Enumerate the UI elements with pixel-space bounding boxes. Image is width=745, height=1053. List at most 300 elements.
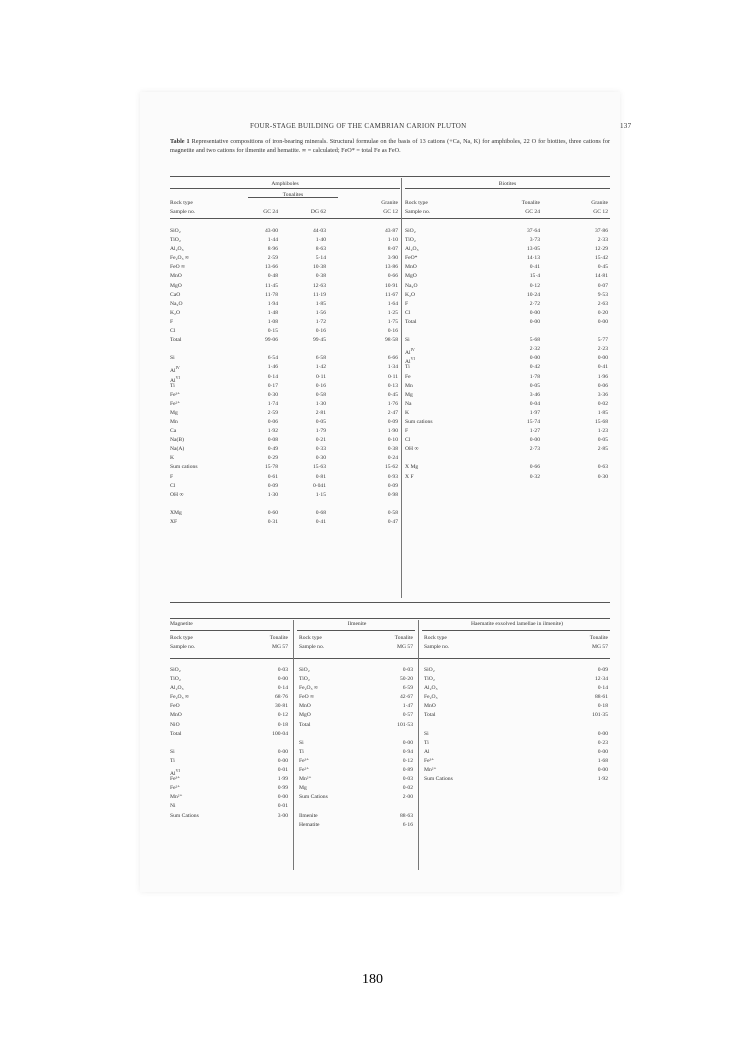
cell-value: 5·77 bbox=[597, 337, 608, 344]
cell-value: 0·12 bbox=[277, 712, 288, 719]
table-row bbox=[424, 730, 610, 739]
sample-gc12: GC 12 bbox=[383, 209, 398, 216]
cell-value: 0·98 bbox=[387, 491, 398, 498]
row-label: FeO bbox=[170, 703, 180, 710]
row-label: MgO bbox=[170, 282, 182, 289]
cell-value: 11·78 bbox=[265, 291, 278, 298]
row-label: Ni bbox=[170, 803, 176, 810]
row-label: TiO₂ bbox=[424, 676, 435, 683]
cell-value: 3·90 bbox=[387, 255, 398, 262]
row-label: Cl bbox=[170, 328, 176, 335]
table-row bbox=[424, 721, 610, 730]
cell-value: 0·01 bbox=[277, 803, 288, 810]
row-label: F bbox=[405, 428, 409, 435]
cell-value: 0·00 bbox=[529, 437, 540, 444]
table-row bbox=[299, 702, 415, 711]
table-row bbox=[170, 327, 400, 336]
table-row bbox=[424, 675, 610, 684]
cell-value: 0·12 bbox=[402, 757, 413, 764]
table-row bbox=[299, 775, 415, 784]
cell-value: 0·31 bbox=[267, 519, 278, 525]
sample-mg57: MG 57 bbox=[396, 644, 413, 651]
row-label: Fe²⁺ bbox=[170, 785, 181, 792]
row-label: Mn²⁺ bbox=[424, 767, 437, 774]
amphiboles-heading: Amphiboles bbox=[271, 181, 299, 187]
tonalite-heading: Tonalite bbox=[269, 635, 288, 642]
row-label: Sum cations bbox=[405, 418, 433, 425]
upper-divider bbox=[401, 178, 402, 598]
table-row bbox=[405, 263, 610, 272]
lower-top-rule bbox=[170, 618, 610, 619]
table-row bbox=[170, 684, 290, 693]
row-label: MgO bbox=[299, 712, 311, 719]
table-row bbox=[405, 454, 610, 463]
cell-value: 0·08 bbox=[267, 437, 278, 444]
table-row bbox=[299, 666, 415, 675]
table-row bbox=[299, 812, 415, 821]
cell-value: 1·85 bbox=[315, 300, 326, 307]
cell-value: 3·46 bbox=[529, 391, 540, 398]
cell-value: 3·73 bbox=[529, 237, 540, 244]
row-label: FeO ∞ bbox=[170, 264, 186, 271]
cell-value: 0·04 bbox=[529, 400, 540, 407]
sample-mg57: MG 57 bbox=[271, 644, 288, 651]
cell-value: 98·58 bbox=[384, 337, 398, 344]
cell-value: 0·00 bbox=[597, 318, 608, 325]
row-label: Ca bbox=[170, 428, 177, 435]
cell-value: 0·00 bbox=[277, 676, 288, 683]
table-row bbox=[170, 400, 400, 409]
cell-value: 0·09 bbox=[267, 482, 278, 489]
row-label: Total bbox=[170, 730, 182, 737]
cell-value: 68·76 bbox=[274, 694, 288, 701]
cell-value: 0·30 bbox=[315, 455, 326, 462]
row-label: MnO bbox=[424, 703, 436, 710]
cell-value: 1·96 bbox=[597, 373, 608, 380]
cell-value: 0·07 bbox=[597, 282, 608, 289]
table-row bbox=[170, 509, 400, 518]
table-row bbox=[299, 793, 415, 802]
cell-value: 0·81 bbox=[315, 473, 326, 480]
rock-type-label: Rock type bbox=[170, 635, 193, 642]
table-row bbox=[405, 236, 610, 245]
cell-value: 15·42 bbox=[594, 255, 608, 262]
cell-value: 11·67 bbox=[385, 291, 398, 298]
cell-value: 43·00 bbox=[264, 228, 278, 234]
cell-value: 30·81 bbox=[274, 703, 288, 710]
cell-value: 0·03 bbox=[277, 667, 288, 673]
row-label: Si bbox=[405, 337, 410, 344]
row-label: XF bbox=[170, 519, 178, 525]
row-label: TiO₂ bbox=[299, 676, 310, 683]
cell-value: 2·59 bbox=[267, 409, 278, 416]
cell-value: 0·06 bbox=[267, 418, 278, 425]
rock-type-label: Rock type bbox=[170, 200, 193, 206]
amphibole-column-header bbox=[170, 192, 400, 217]
cell-value: 0·16 bbox=[315, 382, 326, 389]
cell-value: 2·32 bbox=[529, 346, 540, 353]
table-row bbox=[405, 473, 610, 482]
row-label: Total bbox=[170, 337, 182, 344]
cell-value: 0·20 bbox=[597, 309, 608, 316]
cell-value: 2·73 bbox=[529, 446, 540, 453]
cell-value: 43·87 bbox=[384, 228, 398, 234]
running-title: FOUR-STAGE BUILDING OF THE CAMBRIAN CARION PLUTON bbox=[250, 122, 467, 130]
table-row bbox=[405, 418, 610, 427]
row-label: TiO₂ bbox=[405, 237, 416, 244]
cell-value: 0·45 bbox=[387, 391, 398, 398]
cell-value: 0·09 bbox=[597, 667, 608, 673]
granite-heading: Granite bbox=[591, 200, 608, 206]
row-label: Fe bbox=[405, 373, 411, 380]
cell-value: 1·15 bbox=[315, 491, 326, 498]
table-row bbox=[405, 300, 610, 309]
cell-value: 0·12 bbox=[529, 282, 540, 289]
table-row bbox=[170, 812, 290, 821]
cell-value: 6·16 bbox=[402, 821, 413, 828]
cell-value: 12·63 bbox=[312, 282, 326, 289]
upper-bottom-rule bbox=[170, 602, 610, 603]
table-row bbox=[170, 766, 290, 775]
row-label: Na₂O bbox=[170, 300, 183, 307]
cell-value: 0·041 bbox=[312, 482, 326, 489]
tonalite-heading: Tonalite bbox=[394, 635, 413, 642]
cell-value: 1·30 bbox=[267, 491, 278, 498]
cell-value: 0·41 bbox=[597, 364, 608, 371]
page-folio: 180 bbox=[362, 972, 383, 987]
row-label: SiO₂ bbox=[170, 667, 181, 673]
table-row bbox=[405, 409, 610, 418]
sample-mg57: MG 57 bbox=[591, 644, 608, 651]
cell-value: 6·54 bbox=[267, 355, 278, 362]
tonalite-heading: Tonalite bbox=[589, 635, 608, 642]
cell-value: 0·63 bbox=[597, 464, 608, 471]
row-label: Sum cations bbox=[170, 464, 198, 471]
cell-value: 6·58 bbox=[315, 355, 326, 362]
table-row bbox=[170, 300, 400, 309]
row-label: Si bbox=[299, 739, 304, 746]
cell-value: 37·86 bbox=[594, 228, 608, 234]
cell-value: 0·41 bbox=[315, 519, 326, 525]
cell-value: 88·61 bbox=[594, 694, 608, 701]
table-row bbox=[170, 445, 400, 454]
table-row bbox=[424, 775, 610, 784]
table-row bbox=[170, 491, 400, 500]
row-label: SiO₂ bbox=[405, 228, 416, 234]
cell-value: 2·81 bbox=[315, 409, 326, 416]
table-row bbox=[170, 482, 400, 491]
cell-value: 1·99 bbox=[277, 776, 288, 783]
table-label: Table 1 bbox=[170, 138, 190, 145]
row-label: Mn²⁺ bbox=[299, 776, 312, 783]
cell-value: 0·66 bbox=[529, 464, 540, 471]
table-row bbox=[424, 739, 610, 748]
haematite-heading: Haematite exsolved lamellae in ilmenite) bbox=[471, 621, 563, 627]
rock-type-label: Rock type bbox=[424, 635, 447, 642]
cell-value: 0·11 bbox=[387, 373, 398, 380]
row-label: SiO₂ bbox=[299, 667, 310, 673]
row-label: Al₂O₃ bbox=[170, 685, 184, 692]
table-row bbox=[170, 263, 400, 272]
amphibole-table-body bbox=[170, 227, 400, 527]
cell-value: 2·63 bbox=[597, 300, 608, 307]
row-label: X F bbox=[405, 473, 414, 480]
row-label: Mn bbox=[170, 418, 178, 425]
row-label: Ti bbox=[299, 748, 304, 755]
sample-no-label: Sample no. bbox=[170, 644, 196, 651]
ilmenite-table-body bbox=[299, 666, 415, 830]
sample-no-label: Sample no. bbox=[405, 209, 431, 216]
cell-value: 1·48 bbox=[267, 309, 278, 316]
cell-value: 1·85 bbox=[597, 409, 608, 416]
cell-value: 0·00 bbox=[277, 794, 288, 801]
sample-dg62: DG 62 bbox=[310, 209, 326, 216]
cell-value: 0·00 bbox=[402, 739, 413, 746]
cell-value: 0·33 bbox=[315, 446, 326, 453]
table-row bbox=[405, 254, 610, 263]
cell-value: 1·44 bbox=[267, 237, 278, 244]
cell-value: 0·38 bbox=[315, 273, 326, 280]
table-row bbox=[405, 291, 610, 300]
cell-value: 0·42 bbox=[529, 364, 540, 371]
table-row bbox=[405, 363, 610, 372]
row-label: Total bbox=[405, 318, 417, 325]
row-label: Ilmenite bbox=[299, 812, 318, 819]
table-row bbox=[170, 748, 290, 757]
cell-value: 1·90 bbox=[387, 428, 398, 435]
row-label: MgO bbox=[405, 273, 417, 280]
cell-value: 42·67 bbox=[399, 694, 413, 701]
table-row bbox=[299, 711, 415, 720]
biotites-heading: Biotites bbox=[498, 181, 517, 187]
cell-value: 15·63 bbox=[312, 464, 326, 471]
cell-value: 1·79 bbox=[315, 428, 326, 435]
table-row bbox=[405, 336, 610, 345]
cell-value: 15·68 bbox=[594, 418, 608, 425]
cell-value: 8·96 bbox=[267, 246, 278, 253]
cell-value: 0·00 bbox=[277, 757, 288, 764]
cell-value: 0·02 bbox=[597, 400, 608, 407]
table-row bbox=[170, 757, 290, 766]
table-row bbox=[170, 427, 400, 436]
cell-value: 0·00 bbox=[277, 748, 288, 755]
cell-value: 0·09 bbox=[387, 418, 398, 425]
row-label: XMg bbox=[170, 509, 182, 516]
cell-value: 0·38 bbox=[387, 446, 398, 453]
sample-no-label: Sample no. bbox=[299, 644, 325, 651]
cell-value: 0·00 bbox=[529, 355, 540, 362]
cell-value: 1·76 bbox=[387, 400, 398, 407]
cell-value: 1·92 bbox=[597, 776, 608, 783]
table-row bbox=[170, 518, 400, 527]
cell-value: 13·86 bbox=[384, 264, 398, 271]
row-label: Al bbox=[424, 748, 430, 755]
cell-value: 100·04 bbox=[272, 730, 288, 737]
row-label: Na bbox=[405, 400, 412, 407]
table-row bbox=[405, 245, 610, 254]
table-row bbox=[170, 409, 400, 418]
cell-value: 10·38 bbox=[312, 264, 326, 271]
cell-value: 1·47 bbox=[402, 703, 413, 710]
cell-value: 0·03 bbox=[402, 667, 413, 673]
magnetite-heading: Magnetite bbox=[170, 621, 193, 627]
table-row bbox=[405, 354, 610, 366]
table-caption-text: Representative compositions of iron-bearing minerals. Structural formulae on the basis of 13 cations (+Ca, Na, K) for amphiboles, 22 O for biotites, three cations for magnetite and two cations for ilmenite and hematite. ∞ = calculated; FeO* = total Fe as FeO. bbox=[170, 138, 611, 154]
table-row bbox=[170, 454, 400, 463]
cell-value: 12·29 bbox=[594, 246, 608, 253]
row-label: Si bbox=[424, 730, 429, 737]
cell-value: 1·25 bbox=[387, 309, 398, 316]
cell-value: 0·00 bbox=[529, 309, 540, 316]
cell-value: 1·78 bbox=[529, 373, 540, 380]
row-label: Fe³⁺ bbox=[170, 776, 181, 783]
row-label: $Al^{IV}$ bbox=[170, 365, 180, 375]
table-row bbox=[405, 272, 610, 281]
cell-value: 99·45 bbox=[312, 337, 326, 344]
cell-value: 0·48 bbox=[267, 273, 278, 280]
row-label: Cl bbox=[405, 309, 411, 316]
row-label: CaO bbox=[170, 291, 181, 298]
cell-value: 11·45 bbox=[265, 282, 278, 289]
cell-value: 0·14 bbox=[267, 373, 278, 380]
cell-value: 0·94 bbox=[402, 748, 413, 755]
row-label: Fe³⁺ bbox=[424, 757, 435, 764]
haematite-header bbox=[424, 620, 610, 652]
table-row bbox=[299, 766, 415, 775]
cell-value: 6·59 bbox=[402, 685, 413, 692]
cell-value: 1·97 bbox=[529, 409, 540, 416]
cell-value: 0·14 bbox=[277, 685, 288, 692]
table-row bbox=[405, 282, 610, 291]
row-label: Cl bbox=[170, 482, 176, 489]
table-row bbox=[170, 463, 400, 472]
table-row bbox=[299, 675, 415, 684]
table-row bbox=[424, 748, 610, 757]
cell-value: 2·23 bbox=[597, 346, 608, 353]
cell-value: 9·53 bbox=[597, 291, 608, 298]
table-row bbox=[299, 748, 415, 757]
table-row bbox=[424, 666, 610, 675]
cell-value: 0·57 bbox=[402, 712, 413, 719]
table-row bbox=[170, 236, 400, 245]
table-row bbox=[170, 500, 400, 509]
magnetite-table-body bbox=[170, 666, 290, 821]
cell-value: 1·94 bbox=[267, 300, 278, 307]
cell-value: 5·68 bbox=[529, 337, 540, 344]
cell-value: 0·99 bbox=[277, 785, 288, 792]
ilmenite-header bbox=[299, 620, 415, 652]
row-label: Cl bbox=[405, 437, 411, 444]
cell-value: 8·07 bbox=[387, 246, 398, 253]
cell-value: 1·08 bbox=[267, 318, 278, 325]
row-label: $Al^{VI}$ bbox=[405, 356, 415, 366]
table-row bbox=[170, 345, 400, 354]
sample-no-label: Sample no. bbox=[424, 644, 450, 651]
biotite-table-body bbox=[405, 227, 610, 482]
table-row bbox=[170, 363, 400, 375]
row-label: K₂O bbox=[170, 309, 181, 316]
cell-value: 0·32 bbox=[529, 473, 540, 480]
row-label: Ti bbox=[424, 739, 429, 746]
row-label: F bbox=[170, 318, 174, 325]
cell-value: 1·74 bbox=[267, 400, 278, 407]
cell-value: 0·68 bbox=[315, 509, 326, 516]
table-row bbox=[170, 793, 290, 802]
cell-value: 0·00 bbox=[529, 318, 540, 325]
cell-value: 0·00 bbox=[597, 355, 608, 362]
table-row bbox=[405, 373, 610, 382]
row-label: Total bbox=[424, 712, 436, 719]
table-row bbox=[170, 391, 400, 400]
sample-gc24: GC 24 bbox=[525, 209, 540, 216]
row-label: Sum Cations bbox=[170, 812, 199, 819]
cell-value: 1·72 bbox=[315, 318, 326, 325]
lower-header-bottom-rule bbox=[170, 658, 610, 659]
cell-value: 44·03 bbox=[312, 228, 326, 234]
cell-value: 13·05 bbox=[526, 246, 540, 253]
row-label: Mg bbox=[170, 409, 178, 416]
table-row bbox=[170, 702, 290, 711]
table-row bbox=[405, 309, 610, 318]
table-row bbox=[170, 473, 400, 482]
row-label: $Al^{VI}$ bbox=[170, 768, 180, 777]
cell-value: 1·40 bbox=[315, 237, 326, 244]
row-label: Si bbox=[170, 748, 175, 755]
cell-value: 0·30 bbox=[597, 473, 608, 480]
cell-value: 2·33 bbox=[597, 237, 608, 244]
table-row bbox=[405, 436, 610, 445]
row-label: Na(B) bbox=[170, 437, 184, 444]
cell-value: 0·23 bbox=[597, 739, 608, 746]
table-row bbox=[424, 684, 610, 693]
row-label: Hematite bbox=[299, 821, 320, 828]
table-row bbox=[170, 272, 400, 281]
cell-value: 0·17 bbox=[267, 382, 278, 389]
cell-value: 13·66 bbox=[264, 264, 278, 271]
cell-value: 15·62 bbox=[384, 464, 398, 471]
table-row bbox=[170, 711, 290, 720]
cell-value: 1·42 bbox=[315, 364, 326, 371]
lower-divider-1 bbox=[293, 620, 294, 870]
table-row bbox=[405, 227, 610, 236]
table-row bbox=[424, 711, 610, 720]
cell-value: 2·47 bbox=[387, 409, 398, 416]
table-row bbox=[405, 400, 610, 409]
cell-value: 5·14 bbox=[315, 255, 326, 262]
table-row bbox=[424, 702, 610, 711]
cell-value: 1·10 bbox=[387, 237, 398, 244]
cell-value: 2·85 bbox=[597, 446, 608, 453]
cell-value: 11·19 bbox=[313, 291, 326, 298]
table-row bbox=[170, 336, 400, 345]
table-caption bbox=[170, 137, 610, 155]
biotite-column-header bbox=[405, 199, 610, 217]
table-row bbox=[405, 318, 610, 327]
table-row bbox=[170, 291, 400, 300]
row-label: F bbox=[405, 300, 409, 307]
row-label: Ti bbox=[170, 757, 175, 764]
cell-value: 10·24 bbox=[526, 291, 540, 298]
cell-value: 1·23 bbox=[597, 428, 608, 435]
cell-value: 8·63 bbox=[315, 246, 326, 253]
table-row bbox=[299, 821, 415, 830]
row-label: Total bbox=[299, 721, 311, 728]
row-label: Ti bbox=[170, 382, 175, 389]
table-row bbox=[170, 675, 290, 684]
row-label: Si bbox=[170, 355, 175, 362]
row-label: MnO bbox=[170, 712, 182, 719]
table-row bbox=[170, 775, 290, 784]
